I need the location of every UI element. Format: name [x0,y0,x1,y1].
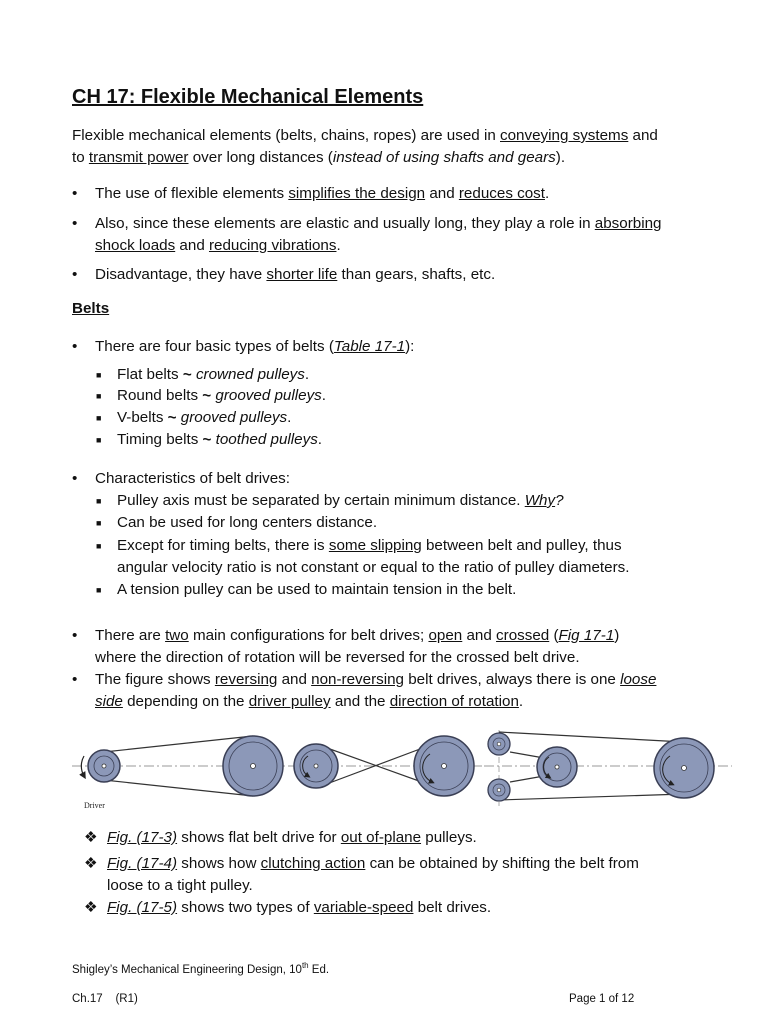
bullet-text: Characteristics of belt drives: [95,470,290,487]
square-bullet-icon: ■ [96,391,102,401]
section-heading-belts: Belts [72,300,110,317]
bullet-text: Also, since these elements are elastic and usually long, they play a role in absorbing shock loads and reducing vibrations. [95,215,662,254]
driver-label: Driver [84,801,105,810]
intro-line-1 [72,125,712,147]
bullet-text: The use of flexible elements simplifies the design and reduces cost. [95,185,550,202]
footer-chapter: Ch.17 (R1) [72,993,138,1005]
bullet-icon: • [72,185,78,202]
intro-line-2 [72,147,712,169]
bullet-icon: • [72,266,78,283]
bullet-icon: • [72,215,78,232]
text: and [628,127,658,144]
crossed-belt-drive [292,736,482,796]
bullet-text: There are four basic types of belts (Table 17-1): [95,338,415,355]
square-bullet-icon: ■ [96,413,102,423]
text: ). [555,149,566,166]
square-bullet-icon: ■ [96,518,102,528]
underlined-term: conveying systems [500,127,629,144]
open-belt-drive [72,736,292,810]
bullet-icon: • [72,671,78,688]
belt-drives-figure [72,728,732,818]
intro-paragraph [72,125,712,169]
text: Flexible mechanical elements (belts, chains, ropes) are used in [72,127,500,144]
figure-link[interactable]: Fig. (17-5) [107,899,178,916]
italic-text: instead of using shafts and gears [332,149,556,166]
underlined-term: transmit power [88,149,189,166]
bullet-text: The figure shows reversing and non-reversing belt drives, always there is one loose side depending on the driver pulley and the direction of rotation. [95,671,657,710]
diamond-bullet-icon: ❖ [84,855,98,872]
footer-page-number: Page 1 of 12 [569,993,635,1005]
footer-book-reference: Shigley’s Mechanical Engineering Design, 10th Ed. [72,961,330,976]
figure-link[interactable]: Fig. (17-3) [107,829,178,846]
square-bullet-icon: ■ [96,496,102,506]
figure-link[interactable]: Fig. (17-4) [107,855,178,872]
bullet-text: There are two main configurations for belt drives; open and crossed (Fig 17-1) where the direction of rotation will be reversed for the crossed belt drive. [95,627,620,666]
bullet-text: Disadvantage, they have shorter life than gears, shafts, etc. [95,266,496,283]
bullet-icon: • [72,470,78,487]
diamond-bullet-icon: ❖ [84,829,98,846]
table-reference: Table 17-1 [333,338,406,355]
square-bullet-icon: ■ [96,435,102,445]
bullet-icon: • [72,338,78,355]
square-bullet-icon: ■ [96,585,102,595]
page-title: CH 17: Flexible Mechanical Elements [72,86,424,108]
diamond-bullet-icon: ❖ [84,899,98,916]
bullet-icon: • [72,627,78,644]
text: over long distances ( [188,149,333,166]
text: to [72,149,89,166]
square-bullet-icon: ■ [96,370,102,380]
square-bullet-icon: ■ [96,541,102,551]
document-page: CH 17: Flexible Mechanical Elements Flexible mechanical elements (belts, chains, ropes) are used in conveying systems and to transmit power over long distances (instead of using shafts and gears). • The use of flexible elements simplifies the design and reduces cost. • Also, since these elements are elastic and usually long, they play a role in absorbing shock loads and reducing vibrations. • Disadvantage, they have shorter life than gears, shafts, etc. Belts • There are four basic types of belts (Table 17-1): ■ Flat belts ~ crowned pulleys. ■ Round belts ~ grooved pulleys. ■ V-belts ~ grooved pulleys. ■ Timing belts ~ toothed pulleys. • Characteristics of belt drives: ■ Pulley axis must be separated by certain minimum distance. Why? ■ Can be used for long centers distance. ■ Except for timing belts, there is some slipping between belt and pulley, thus angular velocity ratio is not constant or equal to the ratio of pulley diameters. ■ A tension pulley can be used to maintain tension in the belt. • There are two main configurations for belt drives; open and crossed (Fig 17-1) where the direction of rotation will be reversed for the crossed belt drive. • The figure shows reversing and non-reversing belt drives, always there is one loose side depending on the driver pulley and the direction of rotation. Driver ❖ Fig. (17-3) shows flat belt drive for out of-plane pulleys. ❖ Fig. (17-4) shows how clutching action can be obtained by shifting the belt from loose to a tight pulley. ❖ Fig. (17-5) shows two types of variable-speed belt drives. Shigley’s Mechanical Engineering Design, 10th Ed. Ch.17 (R1) Page 1 of 12 [0,0,768,1024]
reversing-belt-drive [484,730,732,806]
